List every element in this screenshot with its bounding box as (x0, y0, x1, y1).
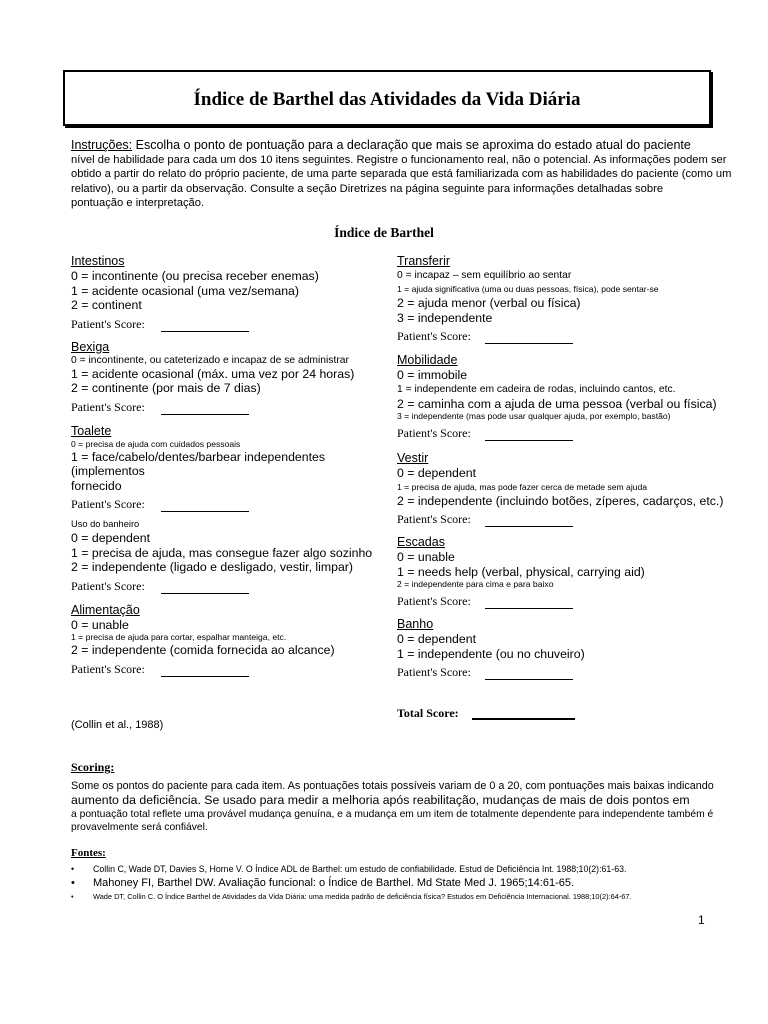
score-label: Patient's Score: (71, 661, 145, 676)
item-title: Toalete (71, 423, 112, 438)
score-label: Patient's Score: (71, 399, 145, 414)
item-toalete (71, 424, 391, 516)
right-column (397, 254, 752, 683)
item-option: 2 = caminha com a ajuda de uma pessoa (verbal ou física) (397, 396, 717, 411)
item-option: 2 = independente (comida fornecida ao alcance) (71, 643, 335, 657)
score-label: Patient's Score: (397, 426, 471, 440)
score-row (71, 658, 391, 680)
item-title: Vestir (397, 451, 429, 465)
item-option: 3 = independente (397, 310, 493, 325)
item-option: 0 = immobile (397, 368, 468, 382)
item-title: Intestinos (71, 254, 125, 268)
item-mobilidade (397, 353, 752, 444)
scoring-title: Scoring: (71, 760, 115, 774)
item-escadas (397, 535, 752, 612)
item-option: 0 = dependent (71, 531, 150, 545)
item-option: 1 = independente (ou no chuveiro) (397, 646, 585, 661)
item-transferir (397, 254, 752, 347)
sources-list (71, 863, 761, 902)
total-score-label: Total Score: (397, 706, 459, 720)
item-uso-do-banheiro (71, 518, 391, 597)
score-line[interactable] (161, 676, 249, 677)
instructions-label: Instruções: (71, 138, 133, 152)
score-row (397, 590, 752, 612)
score-line[interactable] (485, 679, 573, 680)
item-banho (397, 617, 752, 683)
item-option: 0 = incontinente, ou cateterizado e incapaz de se administrar (71, 354, 349, 366)
item-title: Escadas (397, 535, 445, 549)
item-option: 1 = precisa de ajuda para cortar, espalhar manteiga, etc. (71, 632, 287, 642)
source-item: • Collin C, Wade DT, Davies S, Horne V. O Índice ADL de Barthel: um estudo de confiabilidade. Estud de Deficiência Int. 1988;10(2):61-63. (71, 863, 761, 876)
item-title: Banho (397, 617, 434, 631)
page-number: 1 (698, 913, 705, 927)
item-option: 1 = ajuda significativa (uma ou duas pessoas, física), pode sentar-se (397, 284, 659, 294)
item-option: 2 = continente (por mais de 7 dias) (71, 381, 261, 395)
instructions-line-4: relativo), ou a partir da observação. Consulte a seção Diretrizes na página seguinte para informações detalhadas sobre (71, 182, 664, 195)
item-option: 1 = precisa de ajuda, mas consegue fazer algo sozinho (71, 545, 373, 560)
item-option: 2 = ajuda menor (verbal ou física) (397, 296, 581, 310)
item-option: 3 = independente (mas pode usar qualquer ajuda, por exemplo, bastão) (397, 411, 671, 421)
item-option: 0 = incontinente (ou precisa receber enemas) (71, 269, 319, 283)
citation: (Collin et al., 1988) (71, 719, 164, 731)
total-score-line[interactable] (472, 718, 575, 720)
item-vestir (397, 451, 752, 530)
score-label: Patient's Score: (397, 329, 471, 343)
page-title: Índice de Barthel das Atividades da Vida Diária (193, 89, 581, 110)
score-label: Patient's Score: (397, 594, 471, 608)
instructions-line-1 (71, 138, 751, 153)
item-option: 2 = independente (incluindo botões, zíperes, cadarços, etc.) (397, 493, 724, 508)
left-column (71, 254, 391, 680)
item-title: Bexiga (71, 339, 110, 354)
item-option: 1 = needs help (verbal, physical, carrying aid) (397, 564, 645, 579)
item-title: Mobilidade (397, 353, 458, 367)
score-label: Patient's Score: (71, 497, 145, 511)
item-title: Transferir (397, 254, 451, 268)
item-option: 1 = precisa de ajuda, mas pode fazer cerca de metade sem ajuda (397, 481, 648, 492)
item-option: 1 = acidente ocasional (máx. uma vez por 24 horas) (71, 366, 355, 381)
score-line[interactable] (161, 331, 249, 332)
score-line[interactable] (161, 511, 249, 512)
item-option: 2 = independente para cima e para baixo (397, 579, 554, 589)
sources-title: Fontes: (71, 847, 106, 859)
instructions (71, 138, 751, 211)
score-row (71, 396, 391, 418)
section-title: Índice de Barthel (334, 225, 434, 240)
title-box (63, 70, 711, 126)
item-option: 0 = incapaz – sem equilíbrio ao sentar (397, 270, 572, 281)
score-line[interactable] (485, 343, 573, 344)
item-intestinos (71, 254, 391, 335)
item-option: 0 = unable (71, 617, 129, 632)
item-bexiga (71, 340, 391, 418)
item-option: 0 = dependent (397, 632, 476, 646)
instructions-line-3: obtido a partir do relato do próprio paciente, de uma parte separada que está familiarizada com as habilidades do paciente (como um (71, 168, 732, 181)
item-title: Alimentação (71, 602, 140, 617)
score-label: Patient's Score: (397, 665, 471, 679)
item-option: 2 = continent (71, 298, 142, 312)
score-label: Patient's Score: (397, 512, 471, 526)
score-row (397, 325, 752, 347)
scoring-line-2: aumento da deficiência. Se usado para medir a melhoria após reabilitação, mudanças de mais de dois pontos em (71, 793, 690, 807)
item-title: Uso do banheiro (71, 519, 140, 529)
instructions-text-1: Escolha o ponto de pontuação para a declaração que mais se aproxima do estado atual do paciente (132, 138, 691, 152)
item-option: 1 = face/cabelo/dentes/barbear independentes (implementos (71, 449, 325, 478)
score-row (397, 508, 752, 530)
item-option: 0 = unable (397, 550, 455, 564)
score-label: Patient's Score: (71, 578, 145, 593)
score-line[interactable] (485, 440, 573, 441)
score-label: Patient's Score: (71, 316, 145, 331)
item-option: 1 = acidente ocasional (uma vez/semana) (71, 283, 299, 298)
scoring-section (71, 760, 761, 834)
instructions-line-2: nível de habilidade para cada um dos 10 itens seguintes. Registre o funcionamento real, não o potencial. As informações podem ser (71, 154, 727, 166)
score-line[interactable] (485, 608, 573, 609)
score-row (397, 422, 752, 444)
scoring-line-3: a pontuação total reflete uma provável mudança genuína, e a mudança em um item de totalmente dependente para independente também é (71, 809, 714, 820)
source-item: • Mahoney FI, Barthel DW. Avaliação funcional: o Índice de Barthel. Md State Med J. 1965;14:61-65. (71, 876, 761, 891)
source-item: • Wade DT, Collin C. O Índice Barthel de Atividades da Vida Diária: uma medida padrão de deficiência física? Estudos em Deficiência Internacional. 1988;10(2):64-67. (71, 891, 761, 902)
sources-section (71, 847, 761, 902)
score-line[interactable] (161, 593, 249, 594)
item-option: 1 = independente em cadeira de rodas, incluindo cantos, etc. (397, 383, 676, 395)
instructions-line-5: pontuação e interpretação. (71, 197, 205, 210)
score-line[interactable] (485, 526, 573, 527)
scoring-line-4: provavelmente será confiável. (71, 822, 208, 833)
score-row (71, 493, 391, 515)
item-option: 2 = independente (ligado e desligado, vestir, limpar) (71, 560, 353, 574)
scoring-line-1: Some os pontos do paciente para cada item. As pontuações totais possíveis variam de 0 a 20, com pontuações mais baixas indicando (71, 780, 714, 792)
score-row (397, 661, 752, 683)
item-option: 0 = precisa de ajuda com cuidados pessoais (71, 438, 241, 449)
score-row (71, 575, 391, 597)
item-option: 0 = dependent (397, 466, 476, 480)
item-option: fornecido (71, 478, 122, 493)
score-row (71, 313, 391, 335)
score-line[interactable] (161, 414, 249, 415)
item-alimentacao (71, 603, 391, 680)
